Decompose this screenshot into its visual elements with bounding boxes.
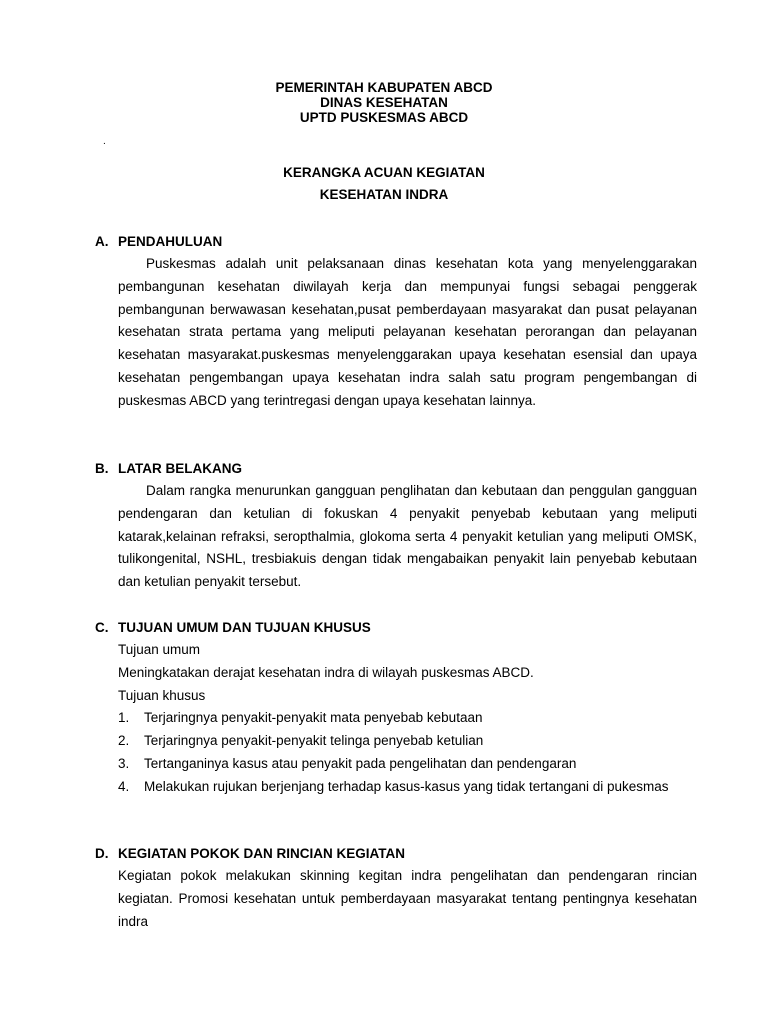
document-title-line1: KERANGKA ACUAN KEGIATAN [283,165,485,180]
list-item-number: 2. [118,733,130,749]
list-item-text: Terjaringnya penyakit-penyakit telinga penyebab ketulian [144,733,484,749]
document-title-line2: KESEHATAN INDRA [319,187,449,202]
list-item [118,776,697,799]
section-paragraph: Dalam rangka menurunkan gangguan penglihatan dan kebutaan dan penggulan gangguan pendengaran dan ketulian di fokuskan 4 penyakit penyebab kebutaan yang meliputi katarak,kelainan refraksi, seropthalmia, glokoma serta 4 penyakit ketulian yang meliputi OMSK, tulikongenital, NSHL, tresbiakuis dengan tidak mengabaikan penyakit lain penyebab kebutaan dan ketulian penyakit tersebut. [118,483,697,590]
letterhead-department: DINAS KESEHATAN [320,95,448,110]
list-item [118,730,697,753]
section-title: TUJUAN UMUM DAN TUJUAN KHUSUS [118,620,371,635]
stray-dot: . [103,136,106,147]
specific-goal-label: Tujuan khusus [118,687,206,703]
document-title [0,162,768,206]
section-tujuan [95,617,697,799]
list-item-text: Terjaringnya penyakit-penyakit mata penyebab kebutaan [144,710,483,726]
letterhead [0,80,768,125]
general-goal-label: Tujuan umum [118,642,201,657]
letterhead-government: PEMERINTAH KABUPATEN ABCD [275,80,493,95]
list-item [118,753,697,776]
section-title: LATAR BELAKANG [118,461,242,476]
section-paragraph: Puskesmas adalah unit pelaksanaan dinas kesehatan kota yang menyelenggarakan pembangunan kesehatan diwilayah kerja dan mempunyai fungsi sebagai penggerak pembangunan berwawasan kesehatan,pusat pemberdayaan masyarakat dan pusat pelayanan kesehatan strata pertama yang meliputi pelayanan kesehatan perorangan dan pelayanan kesehatan masyarakat.puskesmas menyelenggarakan upaya kesehatan esensial dan upaya kesehatan pengembangan upaya kesehatan indra salah satu program pengembangan di puskesmas ABCD yang terintregasi dengan upaya kesehatan lainnya. [118,256,697,408]
list-item-number: 4. [118,778,130,794]
list-item-number: 3. [118,755,130,771]
section-letter: B. [95,461,109,476]
section-latar-belakang [95,458,697,594]
section-heading [95,458,697,480]
specific-goal-list [118,707,697,798]
section-pendahuluan [95,231,697,413]
letterhead-unit: UPTD PUSKESMAS ABCD [299,110,469,125]
section-heading [95,231,697,253]
section-title: KEGIATAN POKOK DAN RINCIAN KEGIATAN [118,846,405,861]
section-letter: D. [95,846,109,861]
section-letter: C. [95,620,109,635]
section-title: PENDAHULUAN [118,234,223,249]
list-item-text: Melakukan rujukan berjenjang terhadap kasus-kasus yang tidak tertangani di pukesmas [144,778,669,794]
section-heading [95,617,697,639]
section-kegiatan [95,843,697,933]
list-item [118,707,697,730]
section-paragraph: Kegiatan pokok melakukan skinning kegitan indra pengelihatan dan pendengaran rincian kegiatan. Promosi kesehatan untuk pemberdayaan masyarakat tentang pentingnya kesehatan indra [118,868,697,929]
list-item-number: 1. [118,710,130,726]
section-heading [95,843,697,865]
section-letter: A. [95,234,109,249]
general-goal-text: Meningkatakan derajat kesehatan indra di wilayah puskesmas ABCD. [118,664,534,680]
list-item-text: Tertanganinya kasus atau penyakit pada pengelihatan dan pendengaran [144,755,577,771]
